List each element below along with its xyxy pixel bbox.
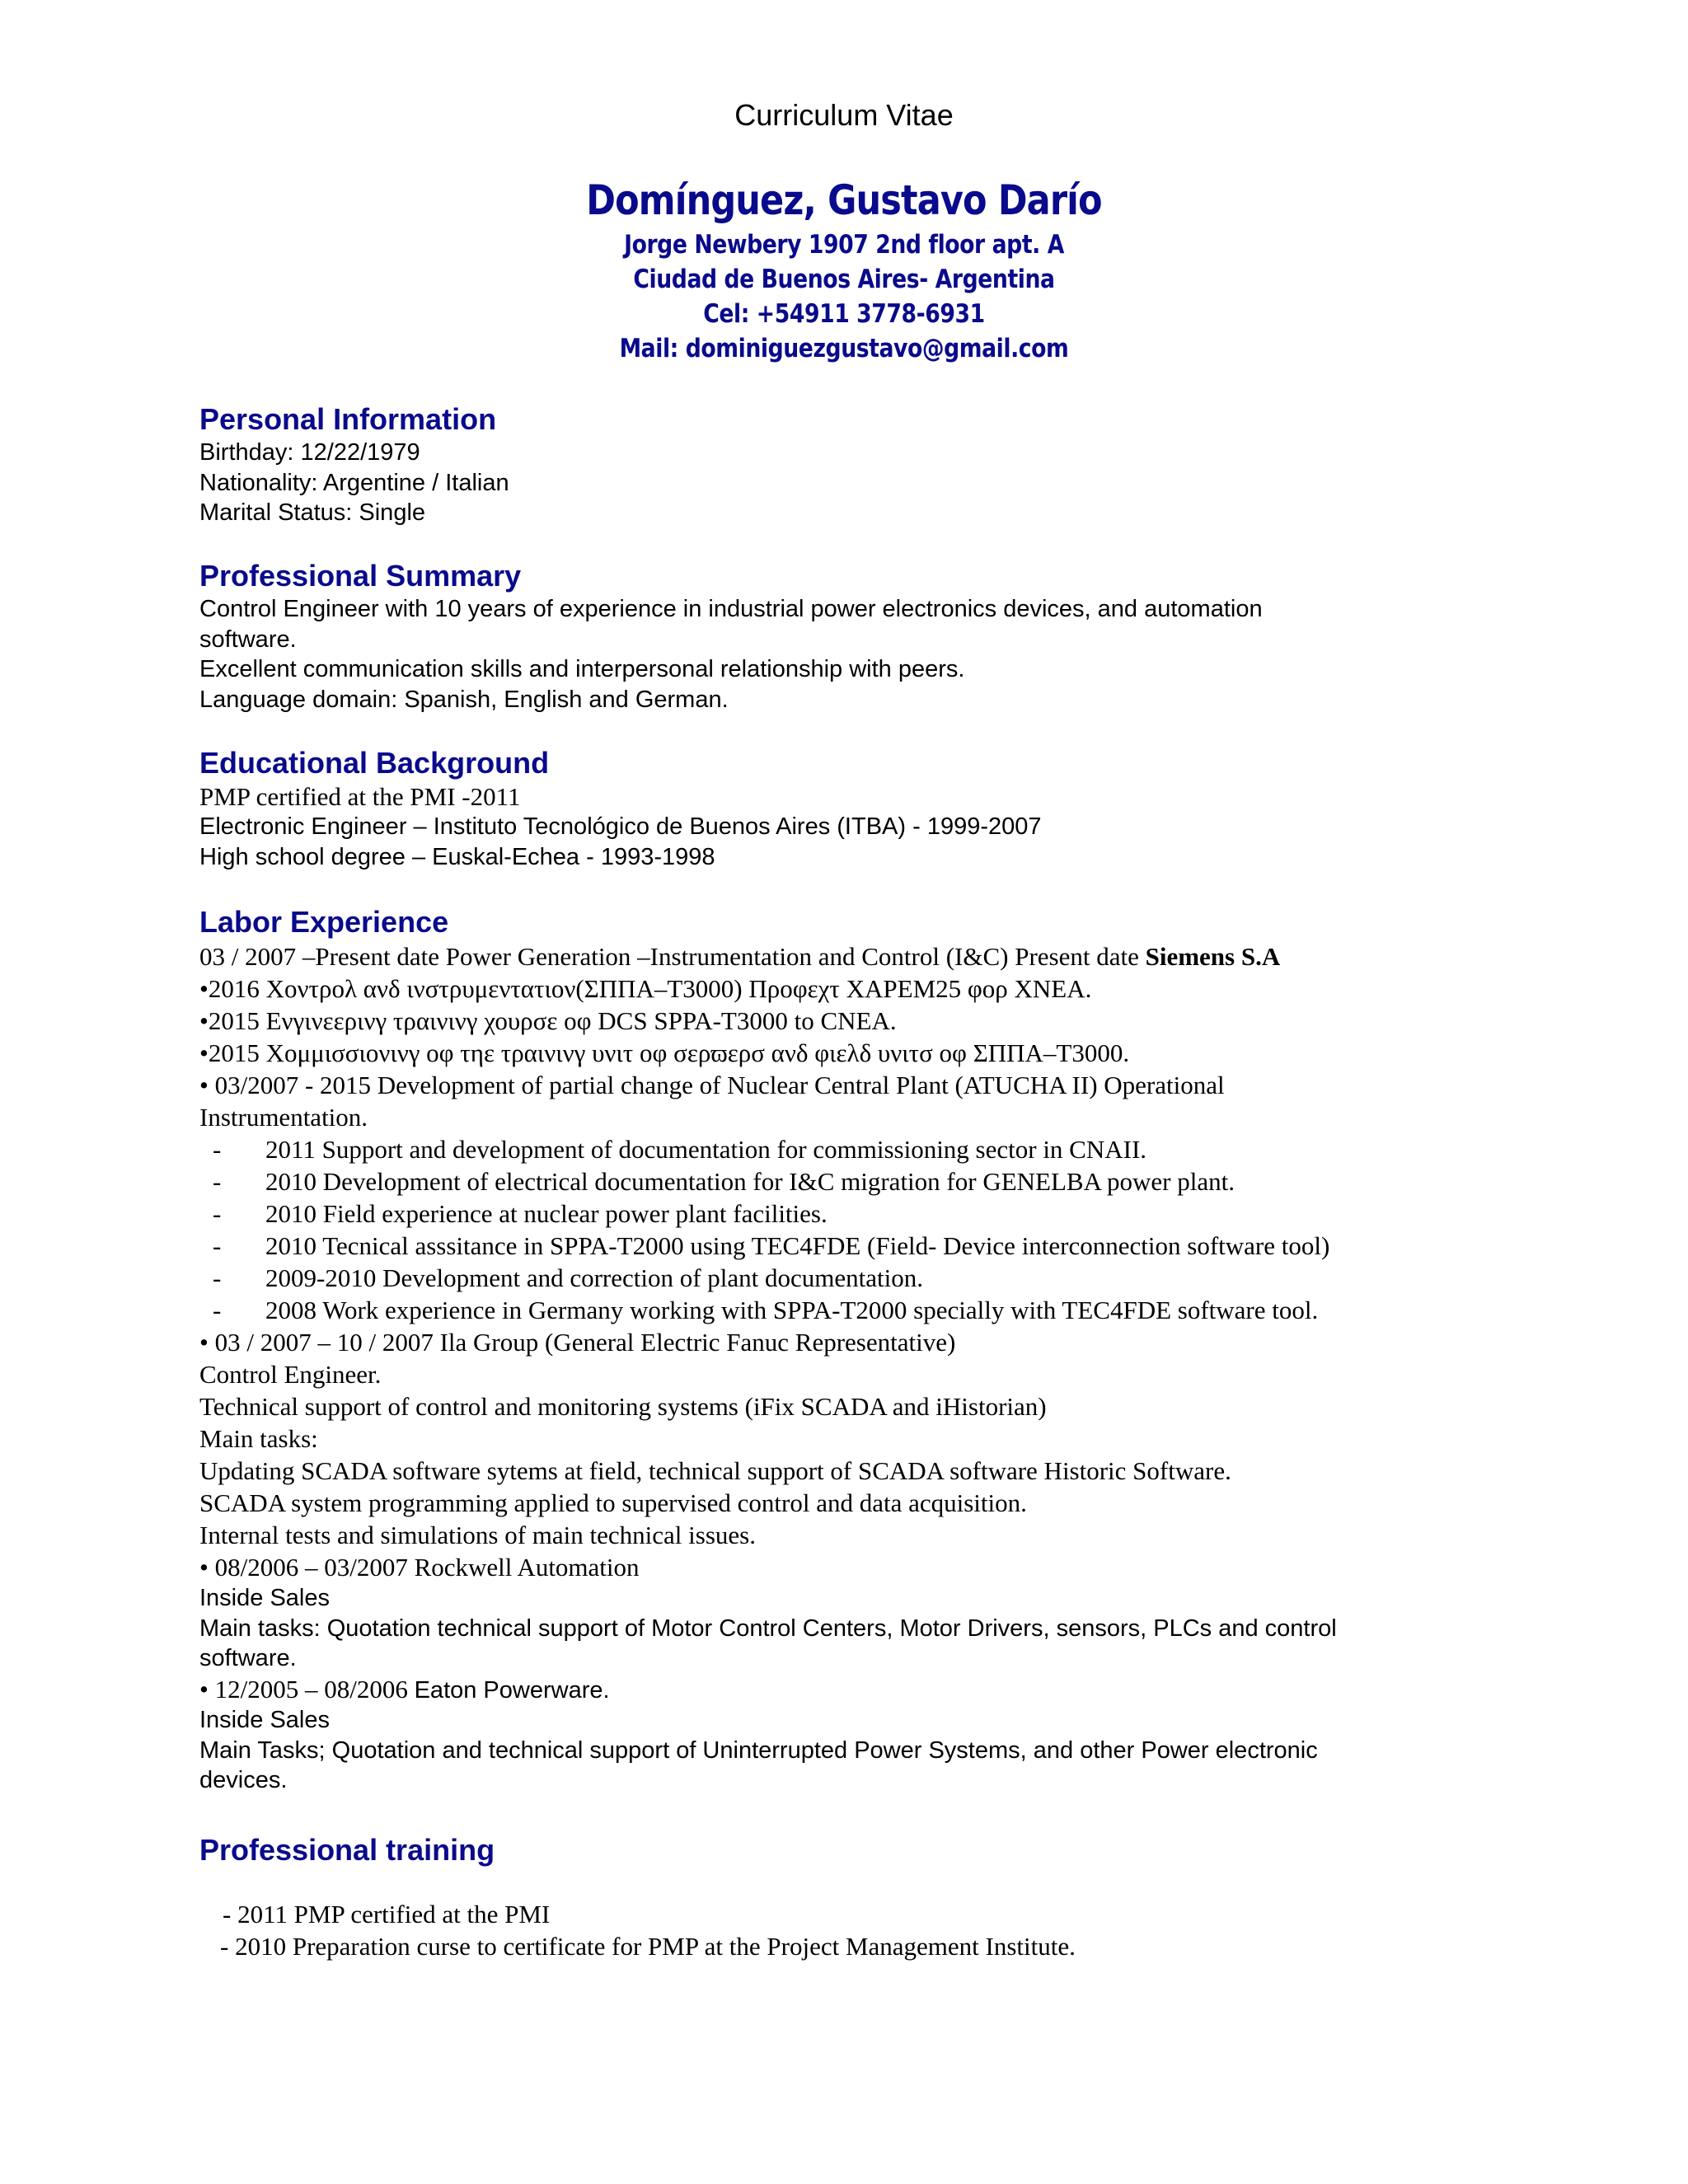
education-line: Electronic Engineer – Instituto Tecnológico de Buenos Aires (ITBA) - 1999-2007	[199, 813, 1042, 840]
labor-experience-section	[199, 904, 1469, 1796]
dash-list-item	[199, 1197, 1469, 1230]
ila-line: Updating SCADA software sytems at field, technical support of SCADA software Historic Software.	[199, 1456, 1231, 1485]
personal-information-section	[199, 401, 1469, 528]
bullet-text: 2015 Ενγινεερινγ τραινινγ χουρσε οφ DCS SPPA-T3000 to CNEA.	[208, 1006, 897, 1035]
dash-item-text: 2011 Support and development of documentation for commissioning sector in CNAII.	[265, 1135, 1147, 1164]
dash-item-text: 2010 Field experience at nuclear power plant facilities.	[265, 1199, 828, 1228]
dash-list-item	[199, 1262, 1469, 1294]
dash-item-text: 2010 Tecnical asssitance in SPPA-T2000 using TEC4FDE (Field- Device interconnection software tool)	[265, 1231, 1330, 1260]
training-item: - 2010 Preparation curse to certificate for PMP at the Project Management Institute.	[220, 1932, 1076, 1961]
header-block	[0, 173, 1688, 366]
ila-line: Control Engineer.	[199, 1360, 382, 1389]
section-heading: Professional training	[199, 1833, 495, 1867]
dash-item-text: 2008 Work experience in Germany working with SPPA-T2000 specially with TEC4FDE software tool.	[265, 1296, 1319, 1324]
summary-line: Control Engineer with 10 years of experience in industrial power electronics devices, and automation	[199, 596, 1263, 622]
nuclear-project-line: • 03/2007 - 2015 Development of partial change of Nuclear Central Plant (ATUCHA II) Operational	[199, 1071, 1225, 1099]
section-heading: Labor Experience	[199, 905, 449, 939]
address-line-2: Ciudad de Buenos Aires- Argentina	[633, 265, 1055, 294]
eaton-period: • 12/2005 – 08/2006	[199, 1674, 415, 1704]
bullet-text: 2015 Χομμισσιονινγ οφ τηε τραινινγ υνιτ οφ σερϖερσ ανδ φιελδ υνιτσ οφ ΣΠΠΑ–Τ3000.	[208, 1038, 1130, 1067]
dash-marker: -	[213, 1167, 222, 1196]
siemens-period: 03 / 2007 –Present date Power Generation –Instrumentation and Control (I&C) Present date	[199, 942, 1146, 971]
professional-summary-section	[199, 558, 1469, 715]
rockwell-line: software.	[199, 1645, 297, 1671]
address-line-1: Jorge Newbery 1907 2nd floor apt. A	[624, 230, 1064, 260]
dash-item-text: 2009-2010 Development and correction of plant documentation.	[265, 1263, 924, 1292]
education-line: High school degree – Euskal-Echea - 1993-1998	[199, 843, 715, 870]
professional-training-section	[199, 1832, 1469, 1868]
siemens-company: Siemens S.A	[1145, 942, 1281, 971]
section-heading: Educational Background	[199, 746, 550, 780]
education-pmp-line: PMP certified at the PMI -2011	[199, 782, 521, 811]
summary-line: Language domain: Spanish, English and German.	[199, 686, 729, 713]
ila-line: • 03 / 2007 – 10 / 2007 Ila Group (General Electric Fanuc Representative)	[199, 1328, 956, 1357]
eaton-line: Main Tasks; Quotation and technical support of Uninterrupted Power Systems, and other Power electronic	[199, 1736, 1318, 1764]
birthday-line: Birthday: 12/22/1979	[199, 439, 420, 466]
nuclear-project-line: Instrumentation.	[199, 1103, 368, 1132]
educational-background-section	[199, 745, 1469, 872]
dash-marker: -	[213, 1296, 222, 1324]
ila-line: Internal tests and simulations of main technical issues.	[199, 1521, 756, 1549]
dash-list-item	[199, 1133, 1469, 1165]
eaton-period-line	[199, 1674, 1469, 1706]
training-item: - 2011 PMP certified at the PMI	[223, 1900, 551, 1929]
marital-status-line: Marital Status: Single	[199, 499, 426, 526]
ila-line: SCADA system programming applied to supervised control and data acquisition.	[199, 1488, 1027, 1517]
dash-item-text: 2010 Development of electrical documentation for I&C migration for GENELBA power plant.	[265, 1167, 1235, 1196]
summary-line: software.	[199, 626, 297, 653]
ila-line: Technical support of control and monitoring systems (iFix SCADA and iHistorian)	[199, 1392, 1047, 1421]
ila-line: Main tasks:	[199, 1424, 318, 1453]
greek-bullet-item: •2015 Χομμισσιονινγ οφ τηε τραινινγ υνιτ οφ σερϖερσ ανδ φιελδ υνιτσ οφ ΣΠΠΑ–Τ3000.	[199, 1038, 1130, 1067]
dash-list-item	[199, 1165, 1469, 1197]
dash-marker: -	[213, 1135, 222, 1164]
section-heading: Professional Summary	[199, 559, 522, 593]
section-heading: Personal Information	[199, 402, 497, 436]
nationality-line: Nationality: Argentine / Italian	[199, 469, 509, 496]
eaton-company: Eaton Powerware.	[414, 1676, 610, 1704]
phone-line: Cel: +54911 3778-6931	[703, 299, 985, 329]
siemens-line	[199, 940, 1469, 972]
eaton-line: devices.	[199, 1767, 288, 1793]
summary-line: Excellent communication skills and interpersonal relationship with peers.	[199, 656, 965, 682]
dash-list-item	[199, 1294, 1469, 1326]
training-list	[220, 1898, 1492, 1962]
rockwell-period-line: • 08/2006 – 03/2007 Rockwell Automation	[199, 1553, 640, 1582]
dash-marker: -	[213, 1263, 222, 1292]
dash-list-item	[199, 1230, 1469, 1262]
dash-marker: -	[213, 1231, 222, 1260]
dash-marker: -	[213, 1199, 222, 1228]
mail-line: Mail: dominiguezgustavo@gmail.com	[619, 334, 1069, 363]
bullet-text: 2016 Χοντρολ ανδ ινστρυμεντατιον(ΣΠΠΑ–Τ3000) Προφεχτ ΧΑΡΕΜ25 φορ ΧΝΕΑ.	[208, 974, 1092, 1003]
rockwell-line: Main tasks: Quotation technical support of Motor Control Centers, Motor Drivers, sensors, PLCs and control	[199, 1615, 1337, 1642]
applicant-name: Domínguez, Gustavo Darío	[586, 176, 1102, 224]
rockwell-line: Inside Sales	[199, 1585, 330, 1611]
document-title: Curriculum Vitae	[734, 98, 954, 132]
greek-bullet-item: •2015 Ενγινεερινγ τραινινγ χουρσε οφ DCS SPPA-T3000 to CNEA.	[199, 1006, 897, 1035]
eaton-line: Inside Sales	[199, 1707, 330, 1733]
greek-bullet-item: •2016 Χοντρολ ανδ ινστρυμεντατιον(ΣΠΠΑ–Τ3000) Προφεχτ ΧΑΡΕΜ25 φορ ΧΝΕΑ.	[199, 974, 1092, 1003]
